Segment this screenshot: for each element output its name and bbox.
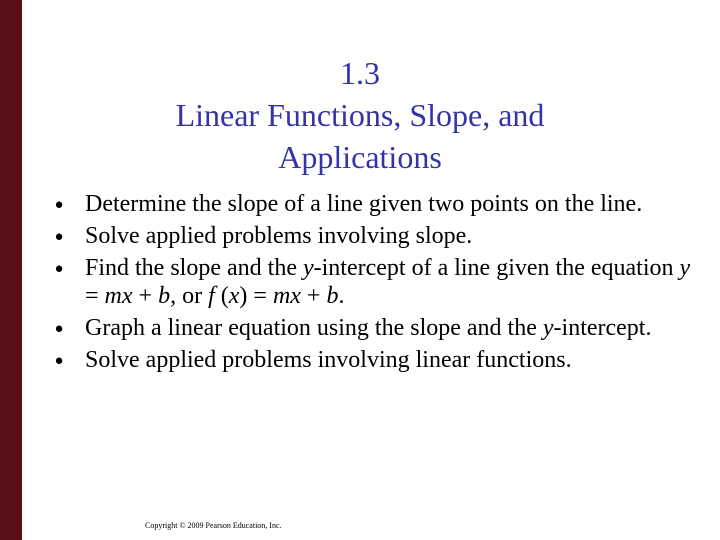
slide-title [40,52,680,178]
bullet-dot-icon: ● [54,197,64,213]
bullet-text: Find the slope and the y-intercept of a line given the equation y = mx + b, or f (x) = mx + b. [85,255,691,309]
bullet-text: Solve applied problems involving linear functions. [85,347,572,373]
list-item [52,254,692,310]
title-line-topic: Linear Functions, Slope, and [175,97,545,133]
list-item [52,314,692,342]
objectives-list [52,190,692,378]
bullet-dot-icon: ● [54,321,64,337]
left-accent-bar [0,0,22,540]
bullet-text: Graph a linear equation using the slope and the y-intercept. [85,315,652,341]
title-line-subtopic: Applications [278,139,442,175]
list-item [52,346,692,374]
bullet-text: Determine the slope of a line given two points on the line. [85,191,643,217]
bullet-dot-icon: ● [54,353,64,369]
list-item [52,190,692,218]
copyright-footer: Copyright © 2009 Pearson Education, Inc. [145,521,282,530]
title-line-section: 1.3 [340,55,380,91]
list-item [52,222,692,250]
bullet-text: Solve applied problems involving slope. [85,223,473,249]
bullet-dot-icon: ● [54,229,64,245]
bullet-dot-icon: ● [54,261,64,277]
